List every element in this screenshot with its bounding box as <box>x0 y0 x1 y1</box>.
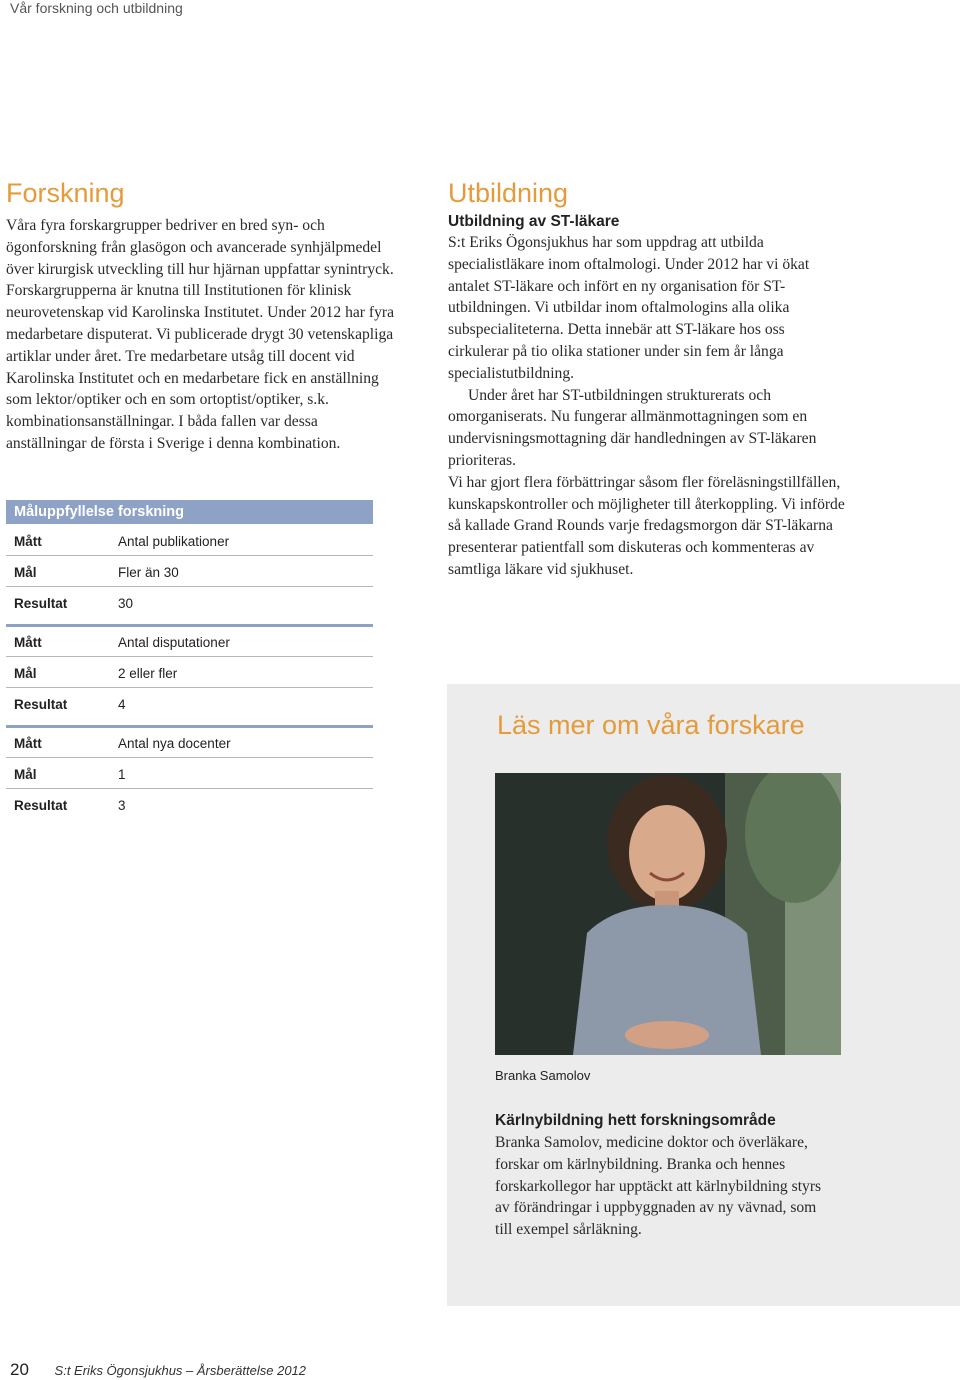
goal-label: Mål <box>14 565 37 580</box>
goal-value: 2 eller fler <box>118 666 178 681</box>
utbildning-paragraph-1: S:t Eriks Ögonsjukhus har som uppdrag att utbilda specialistläkare inom oftalmologi. Under 2012 har vi ökat antalet ST-läkare och infört en ny organisation för ST-utbildningen. Vi utbildar inom oftalmologins alla olika subspecialiteterna. Detta innebär att ST-läkare hos oss cirkulerar på tio olika stationer under sin fem år långa specialistutbildning. <box>448 234 810 382</box>
goal-label: Resultat <box>14 697 68 712</box>
researchers-box <box>447 684 960 1306</box>
portrait-illustration <box>495 773 841 1055</box>
goal-row-resultat <box>6 789 373 820</box>
researchers-heading[interactable]: Läs mer om våra forskare <box>497 710 805 740</box>
goal-row-matt <box>6 626 373 657</box>
profile-title: Kärlnybildning hett forskningsområde <box>495 1112 776 1129</box>
forskning-section <box>6 178 396 455</box>
page-footer <box>10 1360 306 1380</box>
goal-row-mal <box>6 758 373 789</box>
goal-value: 1 <box>118 767 126 782</box>
goal-value: Fler än 30 <box>118 565 179 580</box>
forskning-heading: Forskning <box>6 178 125 208</box>
utbildning-paragraph-3: Vi har gjort flera förbättringar såsom fler föreläsningstillfällen, kunskapskontroller och möjligheter till återkoppling. Vi införde så kallade Grand Rounds varje fredagsmorgon där ST-läkarna presenterar patientfall som diskuteras och kommenteras av samtliga läkare vid sjukhuset. <box>448 473 845 578</box>
utbildning-subheading: Utbildning av ST-läkare <box>448 213 620 230</box>
goal-group-2 <box>6 626 373 728</box>
page-number: 20 <box>10 1360 29 1379</box>
publication-title: S:t Eriks Ögonsjukhus – Årsberättelse 2012 <box>54 1363 307 1378</box>
running-head: Vår forskning och utbildning <box>10 0 183 16</box>
goal-value: 4 <box>118 697 126 712</box>
goal-row-matt <box>6 525 373 556</box>
researcher-photo <box>495 773 841 1055</box>
goal-label: Mått <box>14 635 42 650</box>
goal-row-matt <box>6 727 373 758</box>
goals-header: Måluppfyllelse forskning <box>6 500 373 524</box>
goal-row-resultat <box>6 587 373 618</box>
researcher-profile <box>495 1112 835 1241</box>
utbildning-section <box>448 178 848 581</box>
goal-row-mal <box>6 657 373 688</box>
utbildning-paragraph-2: Under året har ST-utbildningen strukturerats och omorganiserats. Nu fungerar allmänmottagningen som en undervisningsmottagning där handledningen av ST-läkaren prioriteras. <box>448 386 817 469</box>
goal-row-mal <box>6 556 373 587</box>
goal-label: Mål <box>14 767 37 782</box>
photo-caption: Branka Samolov <box>495 1068 591 1083</box>
goal-value: Antal nya docenter <box>118 736 231 751</box>
goal-group-1 <box>6 525 373 627</box>
goal-label: Resultat <box>14 798 68 813</box>
goal-group-3 <box>6 727 373 820</box>
goal-label: Resultat <box>14 596 68 611</box>
forskning-paragraph: Våra fyra forskargrupper bedriver en bred syn- och ögonforskning från glasögon och avancerade synhjälpmedel över kirurgisk utveckling till hur hjärnan uppfattar synintryck. Forskargrupperna är knutna till Institutionen för klinisk neurovetenskap vid Karolinska Institutet. Under 2012 har fyra medarbetare disputerat. Vi publicerade drygt 30 vetenskapliga artiklar under året. Tre medarbetare utsåg till docent vid Karolinska Institutet och en medarbetare fick en anställning som lektor/optiker och en som ortoptist/optiker, s.k. kombinationsanställningar. I båda fallen var dessa anställningar de första i Sverige i denna kombination. <box>6 217 395 452</box>
goal-value: Antal disputationer <box>118 635 230 650</box>
goal-label: Mål <box>14 666 37 681</box>
goal-label: Mått <box>14 736 42 751</box>
utbildning-heading: Utbildning <box>448 178 569 208</box>
goal-value: 3 <box>118 798 126 813</box>
goal-value: Antal publikationer <box>118 534 230 549</box>
profile-text: Branka Samolov, medicine doktor och överläkare, forskar om kärlnybildning. Branka och hennes forskarkollegor har upptäckt att kärlnybildning styrs av förändringar i uppbyggnaden av ny vävnad, som till exempel sårläkning. <box>495 1134 822 1239</box>
goal-label: Mått <box>14 534 42 549</box>
goal-row-resultat <box>6 688 373 719</box>
goal-value: 30 <box>118 596 134 611</box>
